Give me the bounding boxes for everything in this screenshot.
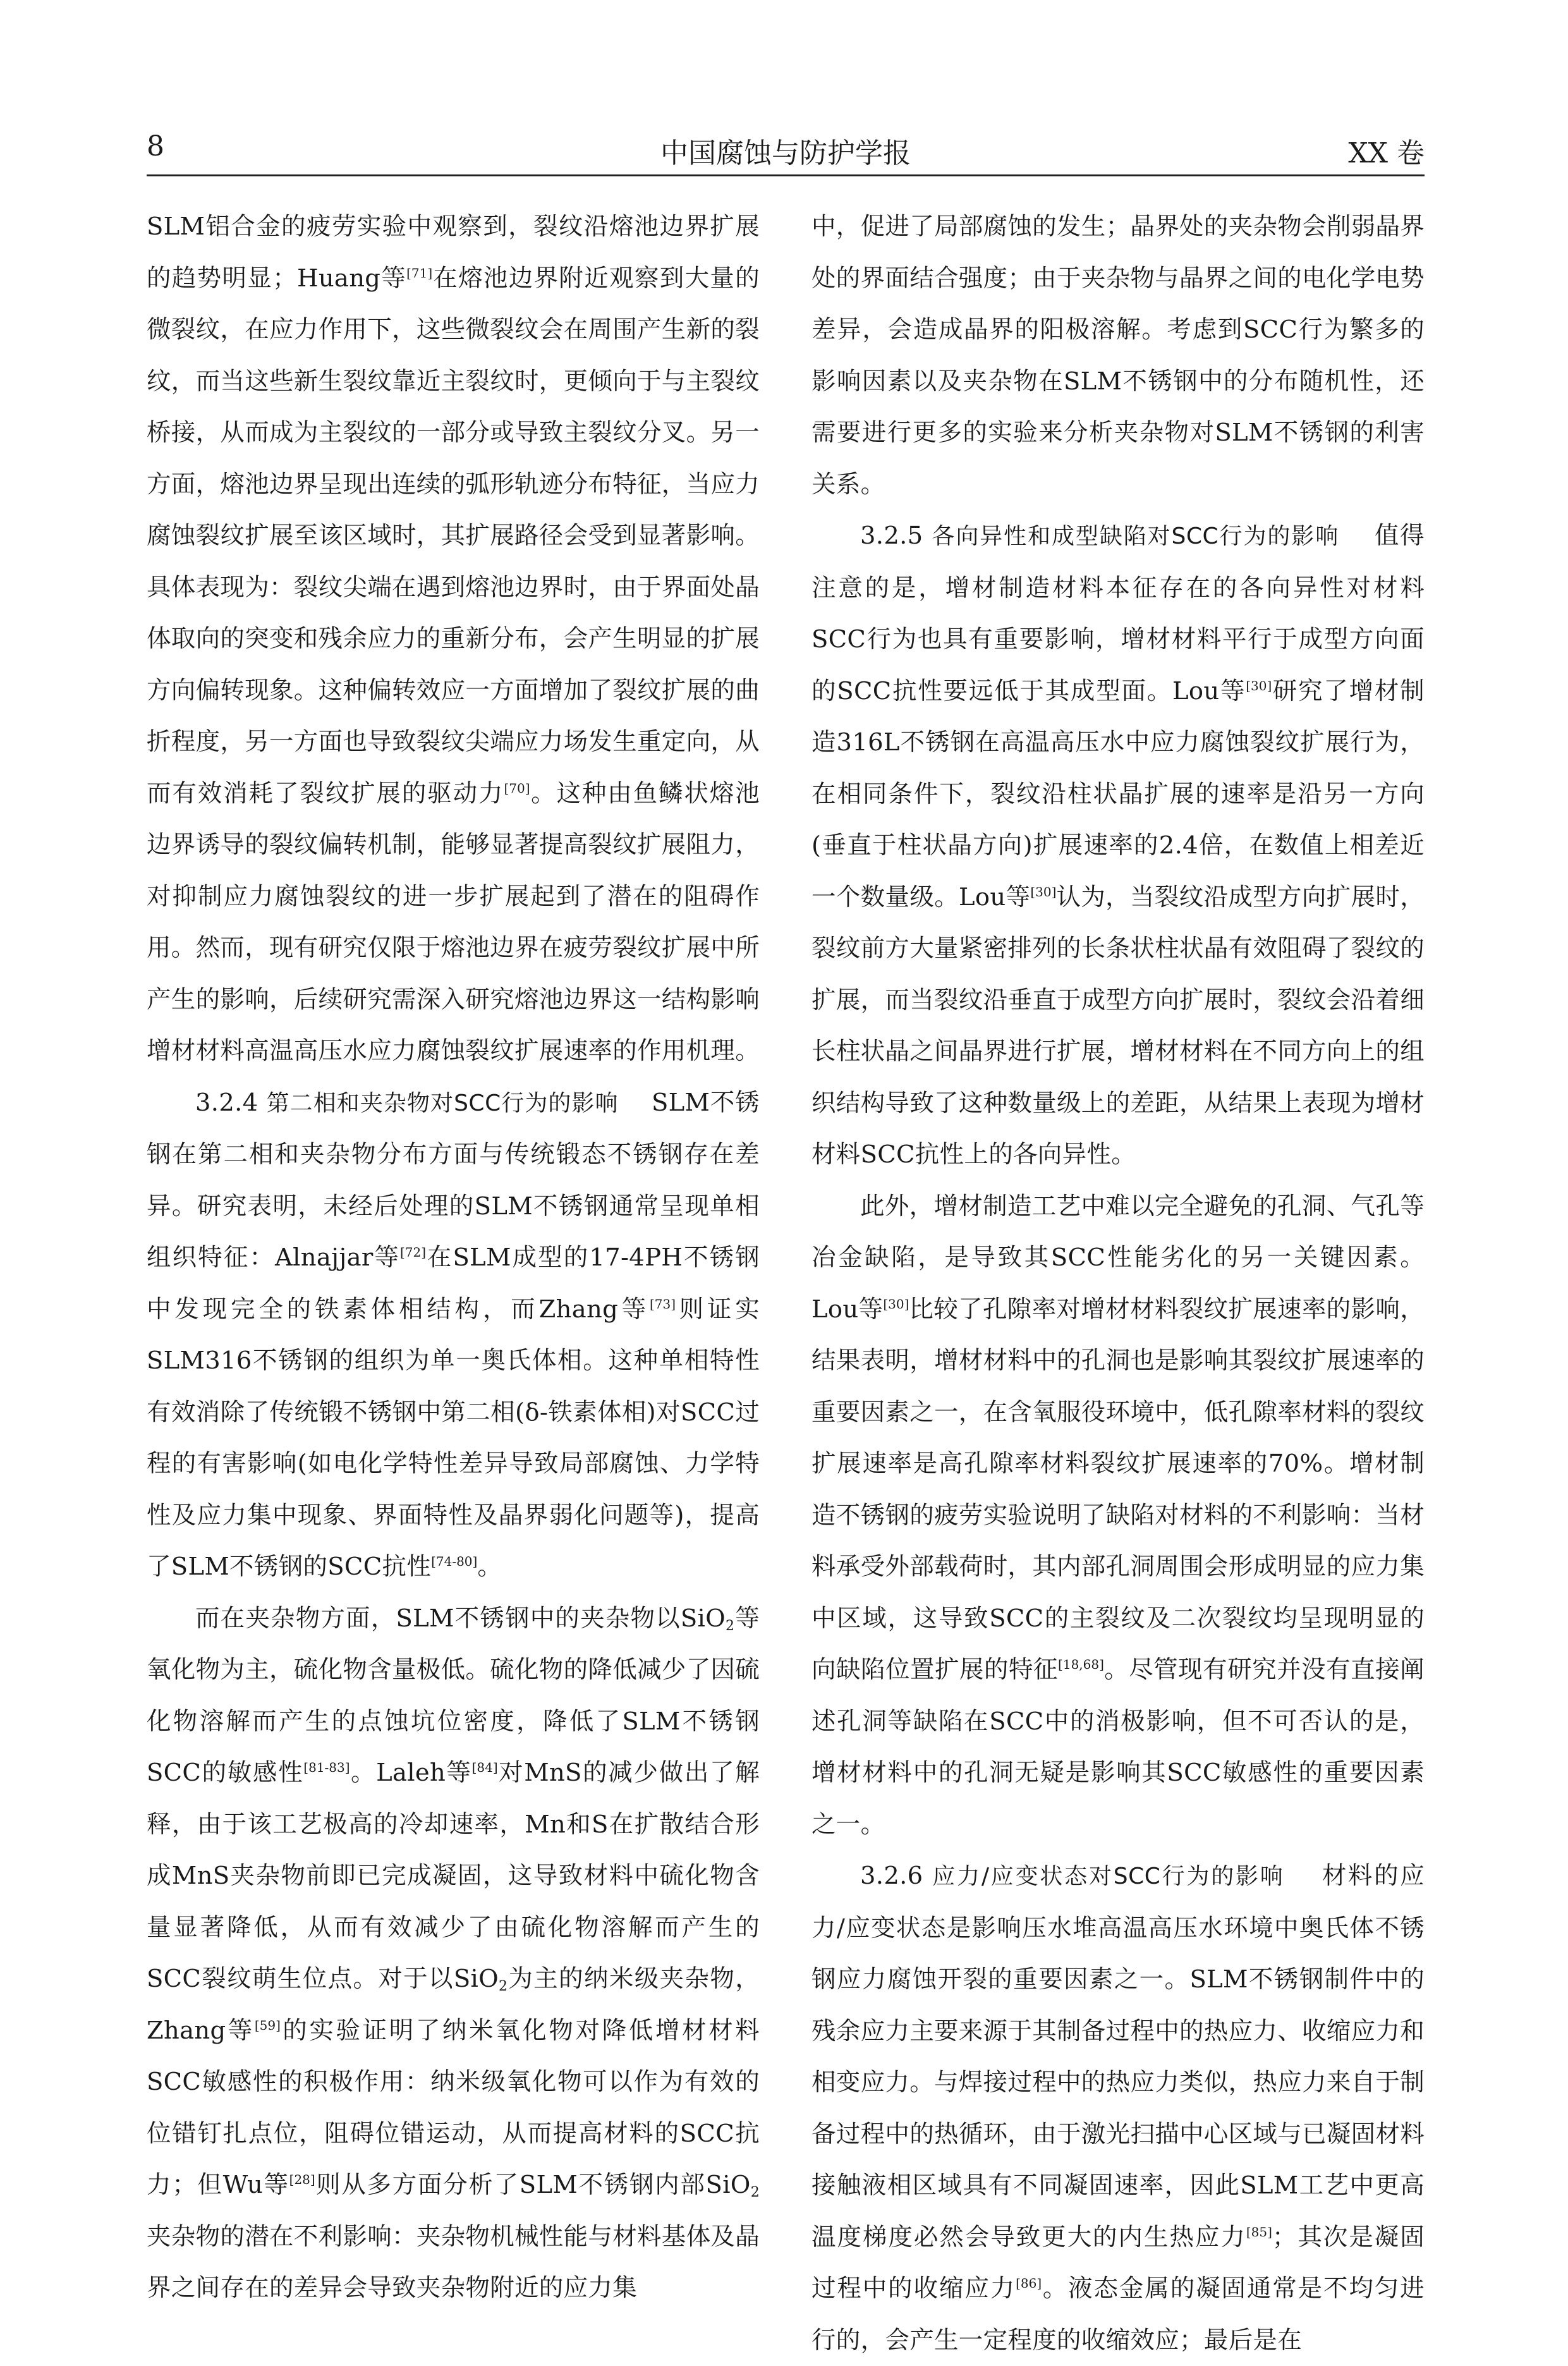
paragraph-defects: 此外，增材制造工艺中难以完全避免的孔洞、气孔等冶金缺陷，是导致其SCC性能劣化的另一关键因素。Lou等[30]比较了孔隙率对增材材料裂纹扩展速率的影响，结果表明，增材材料中的孔洞也是影响其裂纹扩展速率的重要因素之一，在含氧服役环境中，低孔隙率材料的裂纹扩展速率是高孔隙率材料裂纹扩展速率的70%。增材制造不锈钢的疲劳实验说明了缺陷对材料的不利影响：当材料承受外部载荷时，其内部孔洞周围会形成明显的应力集中区域，这导致SCC的主裂纹及二次裂纹均呈现明显的向缺陷位置扩展的特征[18,68]。尽管现有研究并没有直接阐述孔洞等缺陷在SCC中的消极影响，但不可否认的是，增材材料中的孔洞无疑是影响其SCC敏感性的重要因素之一。	[811, 1192, 1425, 1839]
section-number: 3.2.5	[860, 521, 923, 550]
section-number: 3.2.6	[860, 1862, 923, 1890]
citation[interactable]: [71]	[406, 265, 433, 281]
citation[interactable]: [73]	[649, 1296, 676, 1312]
section-number: 3.2.4	[195, 1088, 258, 1117]
paragraph-inclusions-cont: 中，促进了局部腐蚀的发生；晶界处的夹杂物会削弱晶界处的界面结合强度；由于夹杂物与晶界之间的电化学电势差异，会造成晶界的阳极溶解。考虑到SCC行为繁多的影响因素以及夹杂物在SLM不锈钢中的分布随机性，还需要进行更多的实验来分析夹杂物对SLM不锈钢的利害关系。	[811, 212, 1425, 499]
running-header	[147, 125, 1425, 169]
citation[interactable]: [86]	[1016, 2276, 1042, 2291]
citation[interactable]: [72]	[399, 1245, 427, 1260]
paragraph-inclusions: 而在夹杂物方面，SLM不锈钢中的夹杂物以SiO$_2$等氧化物为主，硫化物含量极低。硫化物的降低减少了因硫化物溶解而产生的点蚀坑位密度，降低了SLM不锈钢SCC的敏感性[81-83]。Laleh等[84]对MnS的减少做出了解释，由于该工艺极高的冷却速率，Mn和S在扩散结合形成MnS夹杂物前即已完成凝固，这导致材料中硫化物含量显著降低，从而有效减少了由硫化物溶解而产生的SCC裂纹萌生位点。对于以SiO$_2$为主的纳米级夹杂物，Zhang等[59]的实验证明了纳米氧化物对降低增材材料SCC敏感性的积极作用：纳米级氧化物可以作为有效的位错钉扎点位，阻碍位错运动，从而提高材料的SCC抗力；但Wu等[28]则从多方面分析了SLM不锈钢内部SiO$_2$夹杂物的潜在不利影响：夹杂物机械性能与材料基体及晶界之间存在的差异会导致夹杂物附近的应力集	[147, 1604, 760, 2302]
citation[interactable]: [70]	[504, 780, 530, 796]
section-3-2-5: 3.2.5 各向异性和成型缺陷对SCC行为的影响 值得注意的是，增材制造材料本征存在的各向异性对材料SCC行为也具有重要影响，增材材料平行于成型方向面的SCC抗性要远低于其成型面。Lou等[30]研究了增材制造316L不锈钢在高温高压水中应力腐蚀裂纹扩展行为，在相同条件下，裂纹沿柱状晶扩展的速率是沿另一方向(垂直于柱状晶方向)扩展速率的2.4倍，在数值上相差近一个数量级。Lou等[30]认为，当裂纹沿成型方向扩展时，裂纹前方大量紧密排列的长条状柱状晶有效阻碍了裂纹的扩展，而当裂纹沿垂直于成型方向扩展时，裂纹会沿着细长柱状晶之间晶界进行扩展，增材材料在不同方向上的组织结构导致了这种数量级上的差距，从结果上表现为增材材料SCC抗性上的各向异性。	[811, 521, 1425, 1169]
right-column	[811, 201, 1425, 2355]
header-rule	[147, 174, 1425, 176]
section-heading: 应力/应变状态对SCC行为的影响	[932, 1863, 1285, 1889]
citation[interactable]: [30]	[1246, 678, 1272, 693]
section-heading: 各向异性和成型缺陷对SCC行为的影响	[932, 523, 1340, 549]
left-column	[147, 201, 760, 2302]
citation[interactable]: [30]	[1030, 884, 1057, 899]
section-3-2-4: 3.2.4 第二相和夹杂物对SCC行为的影响 SLM不锈钢在第二相和夹杂物分布方面与传统锻态不锈钢存在差异。研究表明，未经后处理的SLM不锈钢通常呈现单相组织特征：Alnajjar等[72]在SLM成型的17-4PH不锈钢中发现完全的铁素体相结构，而Zhang等[73]则证实SLM316不锈钢的组织为单一奥氏体相。这种单相特性有效消除了传统锻不锈钢中第二相(δ-铁素体相)对SCC过程的有害影响(如电化学特性差异导致局部腐蚀、力学特性及应力集中现象、界面特性及晶界弱化问题等)，提高了SLM不锈钢的SCC抗性[74-80]。	[147, 1088, 760, 1581]
paragraph-melt-pool: SLM铝合金的疲劳实验中观察到，裂纹沿熔池边界扩展的趋势明显；Huang等[71]在熔池边界附近观察到大量的微裂纹，在应力作用下，这些微裂纹会在周围产生新的裂纹，而当这些新生裂纹靠近主裂纹时，更倾向于与主裂纹桥接，从而成为主裂纹的一部分或导致主裂纹分叉。另一方面，熔池边界呈现出连续的弧形轨迹分布特征，当应力腐蚀裂纹扩展至该区域时，其扩展路径会受到显著影响。具体表现为：裂纹尖端在遇到熔池边界时，由于界面处晶体取向的突变和残余应力的重新分布，会产生明显的扩展方向偏转现象。这种偏转效应一方面增加了裂纹扩展的曲折程度，另一方面也导致裂纹尖端应力场发生重定向，从而有效消耗了裂纹扩展的驱动力[70]。这种由鱼鳞状熔池边界诱导的裂纹偏转机制，能够显著提高裂纹扩展阻力，对抑制应力腐蚀裂纹的进一步扩展起到了潜在的阻碍作用。然而，现有研究仅限于熔池边界在疲劳裂纹扩展中所产生的影响，后续研究需深入研究熔池边界这一结构影响增材材料高温高压水应力腐蚀裂纹扩展速率的作用机理。	[147, 212, 760, 1065]
citation[interactable]: [81-83]	[303, 1760, 350, 1775]
section-heading: 第二相和夹杂物对SCC行为的影响	[266, 1090, 619, 1116]
citation[interactable]: [84]	[471, 1760, 498, 1775]
journal-title: 中国腐蚀与防护学报	[660, 137, 911, 169]
citation[interactable]: [85]	[1246, 2224, 1272, 2240]
citation[interactable]: [30]	[883, 1296, 909, 1312]
citation[interactable]: [74-80]	[431, 1554, 478, 1569]
section-3-2-6: 3.2.6 应力/应变状态对SCC行为的影响 材料的应力/应变状态是影响压水堆高温高压水环境中奥氏体不锈钢应力腐蚀开裂的重要因素之一。SLM不锈钢制件中的残余应力主要来源于其制备过程中的热应力、收缩应力和相变应力。与焊接过程中的热应力类似，热应力来自于制备过程中的热循环，由于激光扫描中心区域与已凝固材料接触液相区域具有不同凝固速率，因此SLM工艺中更高温度梯度必然会导致更大的内生热应力[85]；其次是凝固过程中的收缩应力[86]。液态金属的凝固通常是不均匀进行的，会产生一定程度的收缩效应；最后是在	[811, 1862, 1425, 2355]
citation[interactable]: [18,68]	[1058, 1657, 1104, 1672]
citation[interactable]: [28]	[289, 2172, 315, 2187]
volume-label: XX 卷	[1348, 137, 1425, 169]
page-number: 8	[147, 130, 164, 162]
citation[interactable]: [59]	[254, 2017, 281, 2033]
